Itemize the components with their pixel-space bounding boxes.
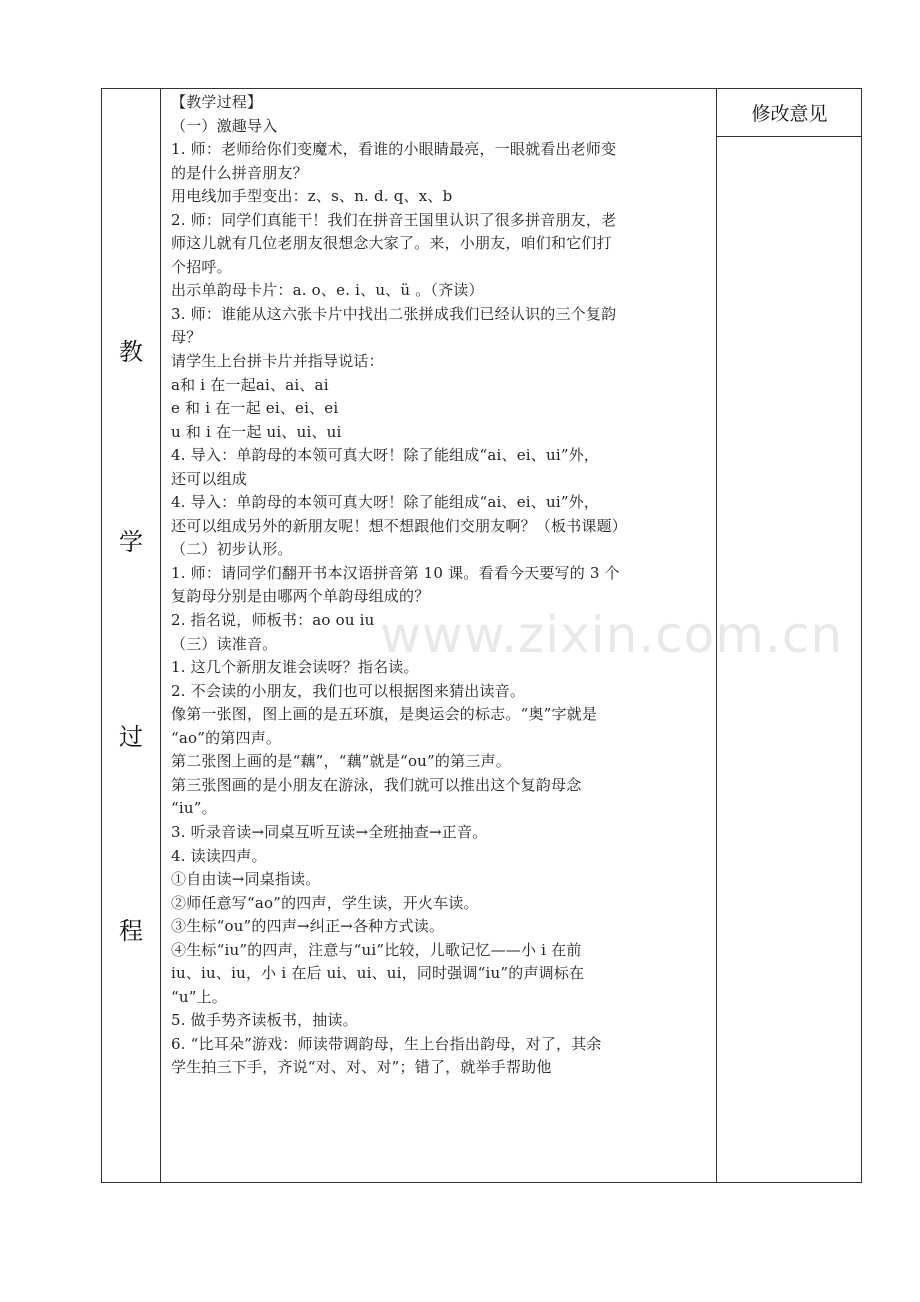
content-line: a和 i 在一起ai、ai、ai bbox=[171, 375, 329, 394]
content-line: （三）读准音。 bbox=[171, 634, 278, 653]
content-line: 个招呼。 bbox=[171, 257, 232, 276]
revision-notes-header: 修改意见 bbox=[751, 103, 828, 125]
content-line: u 和 i 在一起 ui、ui、ui bbox=[171, 422, 342, 441]
content-line: 请学生上台拼卡片并指导说话： bbox=[171, 352, 384, 371]
content-line: iu、iu、iu，小 i 在后 ui、ui、ui，同时强调“iu”的声调标在 bbox=[171, 964, 585, 983]
content-line: 1. 这几个新朋友谁会读呀？指名读。 bbox=[171, 658, 419, 677]
header-divider bbox=[716, 136, 861, 137]
content-line: 1. 师：请同学们翻开书本汉语拼音第 10 课。看看今天要写的 3 个 bbox=[171, 563, 620, 582]
content-line: ④生标“iu”的四声，注意与“ui”比较，儿歌记忆——小 i 在前 bbox=[171, 940, 582, 959]
content-line: 2. 指名说，师板书：ao ou iu bbox=[171, 611, 375, 630]
content-line: 母？ bbox=[171, 328, 202, 347]
content-line: 3. 师：谁能从这六张卡片中找出二张拼成我们已经认识的三个复韵 bbox=[171, 304, 617, 323]
label-char-jiao: 教 bbox=[119, 338, 143, 366]
content-line: ②师任意写“ao”的四声，学生读，开火车读。 bbox=[171, 893, 479, 912]
content-line: 4. 导入：单韵母的本领可真大呀！除了能组成“ai、ei、ui”外， bbox=[171, 493, 600, 512]
content-line: 学生拍三下手，齐说“对、对、对”；错了，就举手帮助他 bbox=[171, 1058, 552, 1077]
content-line: 第三张图画的是小朋友在游泳，我们就可以推出这个复韵母念 bbox=[171, 775, 582, 794]
content-line: 5. 做手势齐读板书，抽读。 bbox=[171, 1011, 358, 1030]
content-line: 1. 师：老师给你们变魔术，看谁的小眼睛最亮，一眼就看出老师变 bbox=[171, 140, 617, 159]
content-line: ①自由读→同桌指读。 bbox=[171, 870, 321, 889]
content-line: 2. 师：同学们真能干！我们在拼音王国里认识了很多拼音朋友，老 bbox=[171, 210, 617, 229]
content-line: 【教学过程】 bbox=[171, 93, 263, 111]
content-line: 还可以组成 bbox=[171, 469, 248, 488]
content-line: 6. “比耳朵”游戏：师读带调韵母，生上台指出韵母，对了，其余 bbox=[171, 1034, 602, 1053]
label-char-guo: 过 bbox=[119, 723, 143, 751]
content-line: 用电线加手型变出：z、s、n. d. q、x、b bbox=[171, 187, 453, 206]
content-line: 复韵母分别是由哪两个单韵母组成的？ bbox=[171, 587, 430, 606]
content-line: 像第一张图，图上画的是五环旗，是奥运会的标志。“奥”字就是 bbox=[171, 705, 598, 724]
content-line: （二）初步认形。 bbox=[171, 540, 293, 559]
lesson-content bbox=[171, 91, 723, 1080]
watermark: www.zixin.com.cn bbox=[380, 606, 844, 664]
content-line: 师这儿就有几位老朋友很想念大家了。来，小朋友，咱们和它们打 bbox=[171, 234, 612, 253]
content-line: 2. 不会读的小朋友，我们也可以根据图来猜出读音。 bbox=[171, 681, 526, 700]
column-divider-left bbox=[160, 89, 161, 1182]
content-line: 的是什么拼音朋友？ bbox=[171, 163, 308, 182]
content-line: “ao”的第四声。 bbox=[171, 728, 282, 747]
content-line: 4. 导入：单韵母的本领可真大呀！除了能组成“ai、ei、ui”外， bbox=[171, 446, 600, 465]
content-line: “iu”。 bbox=[171, 799, 217, 818]
content-line: 3. 听录音读→同桌互听互读→全班抽查→正音。 bbox=[171, 822, 488, 841]
content-line: 第二张图上画的是“藕”，“藕”就是“ou”的第三声。 bbox=[171, 752, 511, 771]
content-line: （一）激趣导入 bbox=[171, 116, 278, 135]
label-char-cheng: 程 bbox=[119, 917, 143, 945]
content-line: 还可以组成另外的新朋友呢！想不想跟他们交朋友啊？（板书课题） bbox=[171, 516, 628, 535]
content-line: ③生标“ou”的四声→纠正→各种方式读。 bbox=[171, 917, 445, 936]
label-char-xue: 学 bbox=[119, 528, 143, 556]
content-line: 出示单韵母卡片：a. o、e. i、u、ü 。（齐读） bbox=[171, 281, 484, 300]
content-line: “u”上。 bbox=[171, 987, 227, 1006]
content-line: e 和 i 在一起 ei、ei、ei bbox=[171, 399, 339, 418]
content-line: 4. 读读四声。 bbox=[171, 846, 267, 865]
